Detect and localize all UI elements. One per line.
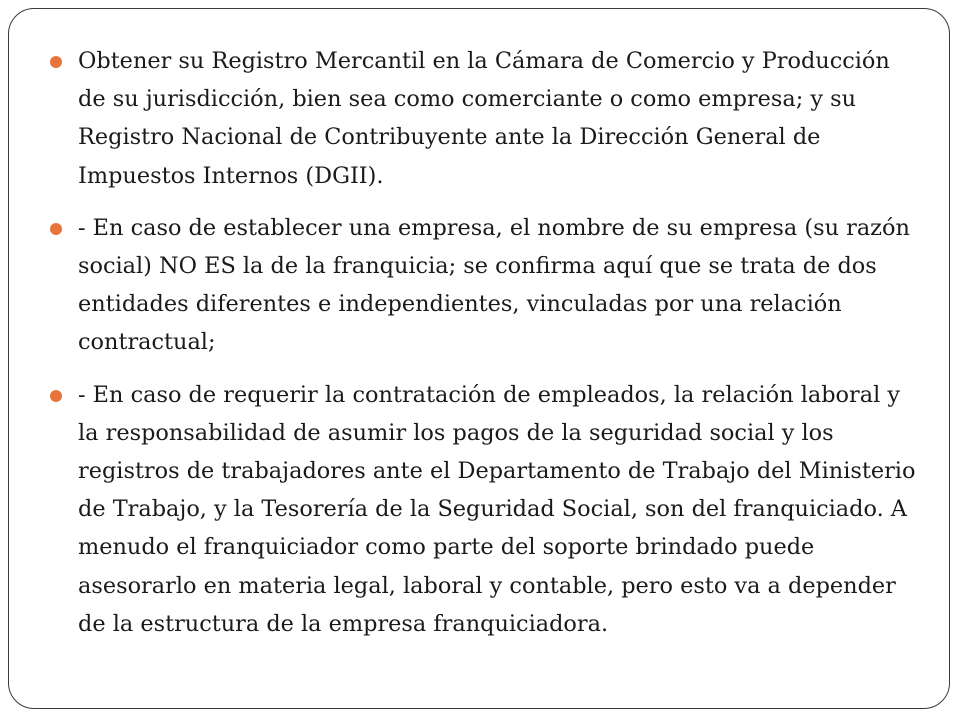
bullet-text: Obtener su Registro Mercantil en la Cámara de Comercio y Producción de su jurisdicción, bien sea como comerciante o como empresa; y su Registro Nacional de Contribuyente ante la Dirección General de Impuestos Internos (DGII). bbox=[78, 48, 890, 189]
bullet-text: - En caso de requerir la contratación de empleados, la relación laboral y la responsabilidad de asumir los pagos de la seguridad social y los registros de trabajadores ante el Departamento de Trabajo del Ministerio de Trabajo, y la Tesorería de la Seguridad Social, son del franquiciado. A menudo el franquiciador como parte del soporte brindado puede asesorarlo en materia legal, laboral y contable, pero esto va a depender de la estructura de la empresa franquiciadora. bbox=[78, 381, 916, 637]
bullet-item-empresa bbox=[50, 209, 920, 362]
bullet-dot-icon bbox=[50, 223, 62, 235]
bullet-dot-icon bbox=[50, 56, 62, 68]
bullet-item-registro bbox=[50, 42, 920, 195]
bullet-list bbox=[50, 42, 920, 657]
bullet-dot-icon bbox=[50, 390, 62, 402]
bullet-item-empleados bbox=[50, 376, 920, 643]
bullet-text: - En caso de establecer una empresa, el nombre de su empresa (su razón social) NO ES la de la franquicia; se confirma aquí que se trata de dos entidades diferentes e independientes, vinculadas por una relación contractual; bbox=[78, 214, 910, 356]
